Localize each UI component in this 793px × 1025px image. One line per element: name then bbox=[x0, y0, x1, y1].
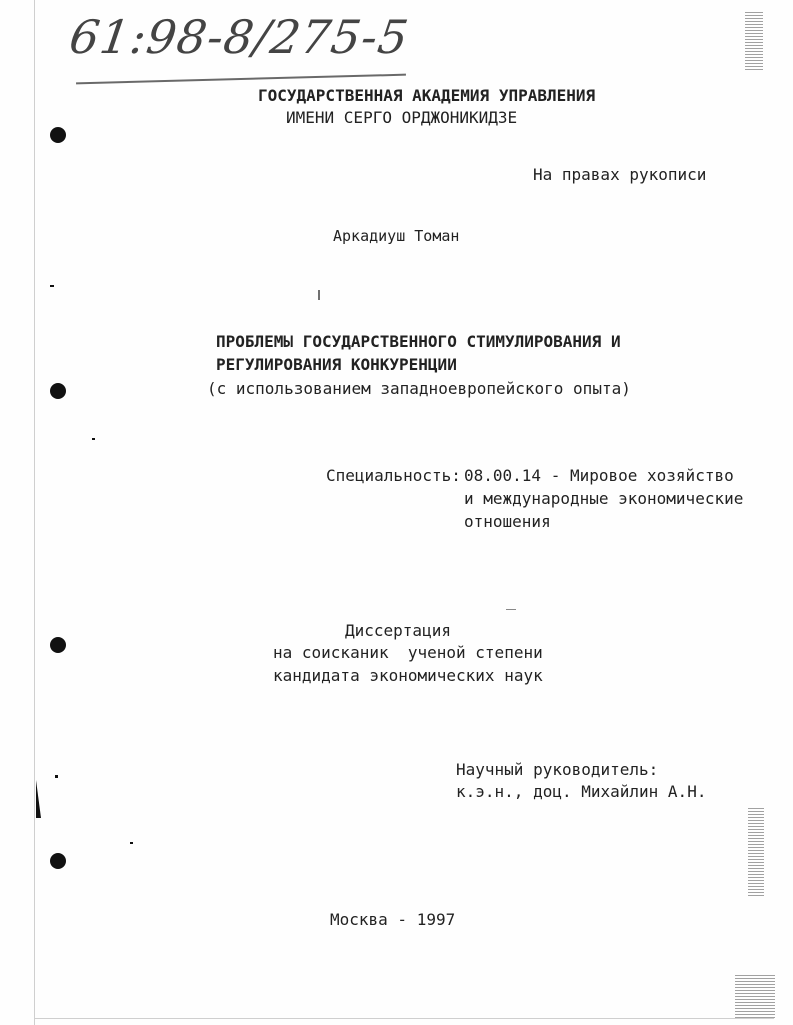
handwritten-underline bbox=[76, 74, 406, 85]
handwritten-archive-number: 61:98-8/275-5 bbox=[66, 10, 413, 64]
author-name: Аркадиуш Томан bbox=[333, 227, 460, 245]
supervisor-name: к.э.н., доц. Михайлин А.Н. bbox=[456, 782, 707, 801]
scan-noise-bottom bbox=[735, 975, 775, 1020]
specialty-line-1: 08.00.14 - Мировое хозяйство bbox=[464, 466, 734, 485]
speck-2 bbox=[92, 438, 95, 440]
binder-hole-4 bbox=[50, 853, 66, 869]
scan-noise-right bbox=[748, 808, 764, 896]
page-edge-left bbox=[34, 0, 35, 1025]
binder-hole-2 bbox=[50, 383, 66, 399]
speck-1 bbox=[50, 285, 54, 287]
specialty-label: Специальность: bbox=[326, 466, 461, 485]
scan-noise-top bbox=[745, 12, 763, 70]
speck-4 bbox=[130, 842, 133, 844]
title-line-1: ПРОБЛЕМЫ ГОСУДАРСТВЕННОГО СТИМУЛИРОВАНИЯ И bbox=[216, 332, 621, 351]
binder-hole-3 bbox=[50, 637, 66, 653]
speck-3 bbox=[55, 775, 58, 778]
specialty-line-2: и международные экономические bbox=[464, 489, 744, 508]
edge-artifact bbox=[36, 780, 41, 818]
specialty-line-3: отношения bbox=[464, 512, 551, 531]
binder-hole-1 bbox=[50, 127, 66, 143]
title-line-2: РЕГУЛИРОВАНИЯ КОНКУРЕНЦИИ bbox=[216, 355, 457, 374]
page-edge-bottom bbox=[34, 1018, 774, 1019]
title-line-3: (с использованием западноевропейского опыта) bbox=[207, 379, 631, 398]
dissertation-line-3: кандидата экономических наук bbox=[273, 666, 543, 685]
institution-line-2: ИМЕНИ СЕРГО ОРДЖОНИКИДЗЕ bbox=[286, 108, 518, 127]
manuscript-rights-note: На правах рукописи bbox=[533, 165, 707, 184]
speck-6 bbox=[506, 609, 516, 610]
supervisor-label: Научный руководитель: bbox=[456, 760, 659, 779]
speck-5 bbox=[318, 290, 320, 300]
dissertation-line-1: Диссертация bbox=[345, 621, 451, 640]
place-and-year: Москва - 1997 bbox=[330, 910, 456, 929]
dissertation-line-2: на соисканик ученой степени bbox=[273, 643, 543, 662]
institution-line-1: ГОСУДАРСТВЕННАЯ АКАДЕМИЯ УПРАВЛЕНИЯ bbox=[258, 86, 596, 105]
